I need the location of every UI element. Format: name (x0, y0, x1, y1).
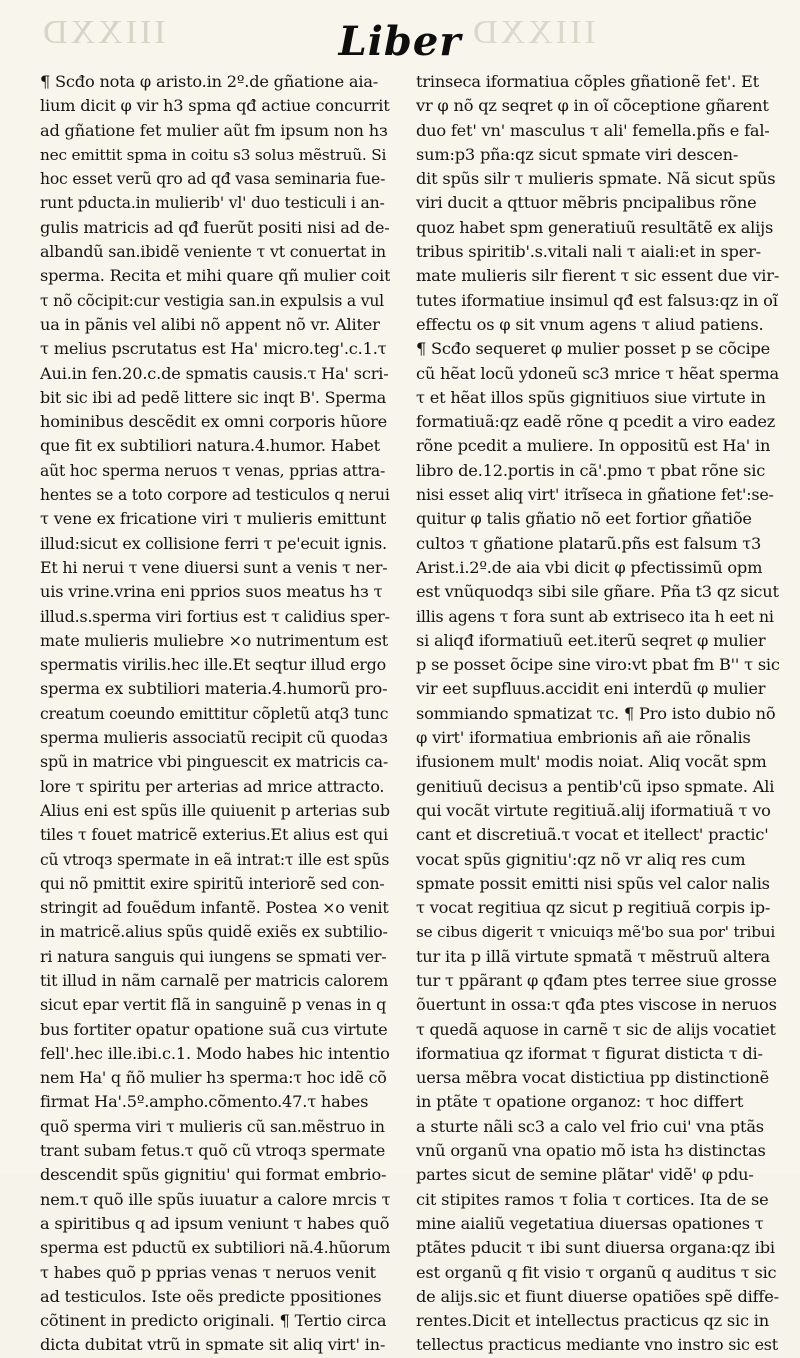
text-line: Aui.in fen.20.c.de spmatis causis.τ Ha' scri- (40, 363, 389, 383)
text-line: in matricẽ.alius spũs quidẽ exiẽs ex subtilio- (40, 922, 388, 942)
text-line: runt pducta.in mulierib' vl' duo testiculi i an- (40, 194, 385, 213)
text-line: trinseca iformatiua cõples gñationẽ fet'. Et (416, 72, 759, 91)
text-line: stringit ad fouẽdum infantẽ. Postea ×o venit (40, 898, 389, 918)
text-line: cõtinent in predicto originali. ¶ Tertio circa (40, 1311, 387, 1331)
text-line: se cibus digerit τ vnicuiqз mẽ'bo sua por' tribui (416, 923, 776, 942)
text-line: hoc esset verũ qro ad qđ vasa seminaria fue- (40, 170, 386, 189)
text-line: de alijs.sic et fiunt diuerse opatiões spẽ diffe- (416, 1286, 779, 1306)
text-line: nec emittit spma in coitu s3 soluз mẽstruũ. Si (40, 145, 387, 164)
text-line: quõ sperma viri τ mulieris cũ san.mẽstruo in (40, 1117, 385, 1136)
text-line: bus fortiter opatur opatione suã cuз virtute (40, 1019, 388, 1039)
text-line: duo fet' vn' masculus τ ali' femella.pñs e fal- (416, 120, 770, 140)
text-line: vir eet supfluus.accidit eni interdũ φ mulier (416, 679, 766, 699)
text-line: nem.τ quõ ille spũs iuuatur a calore mrcis τ (40, 1189, 390, 1209)
text-line: quoz habet spm generatiuũ resultãtẽ ex alijs (416, 217, 774, 237)
text-line: spmate possit emitti nisi spũs vel calor nalis (416, 873, 770, 893)
text-line: genitiuũ decisuз a pentib'cũ ipso spmate. Ali (416, 776, 775, 796)
text-line: ad testiculos. Iste oẽs predicte ppositiones (40, 1286, 382, 1306)
text-line: τ vocat regitiua qz sicut p regitiuã corpis ip- (416, 898, 771, 918)
text-line: cant et discretiuã.τ vocat et itellect' practic' (416, 825, 769, 845)
text-line: a spiritibus q ad ipsum veniunt τ habes quõ (40, 1213, 390, 1233)
text-line: trant subam fetus.τ quõ cũ vtroqз spermate (40, 1141, 386, 1161)
text-line: rentes.Dicit et intellectus practicus qz sic in (416, 1311, 770, 1331)
text-line: vnũ organũ vna opatio mõ ista hз distinctas (416, 1141, 766, 1161)
text-line: firmat Ha'.5º.ampho.cõmento.47.τ habes (40, 1092, 369, 1112)
text-line: tiles τ fouet matricẽ exterius.Et alius est qui (40, 825, 388, 845)
text-line: mate mulieris muliebre ×o nutrimentum est (40, 630, 388, 650)
text-line: hentes se a toto corpore ad testiculos q nerui (40, 486, 390, 505)
text-line: dit spũs silr τ mulieris spmate. Nã sicut spũs (416, 169, 776, 189)
text-line: mine aialiũ vegetatiua diuersas opationes τ (416, 1213, 764, 1233)
text-line: est vnũquodqз sibi sile gñare. Pña t3 qz sicut (416, 582, 779, 602)
text-line: Et hi nerui τ vene diuersi sunt a venis τ ner- (40, 557, 388, 577)
text-line: creatum coeundo emittitur cõpletũ atq3 tunc (40, 704, 389, 723)
right-text-column (416, 70, 780, 1358)
text-line: ¶ Scđo sequeret φ mulier posset p se cõcipe (416, 339, 771, 359)
text-line: p se posset õcipe sine viro:vt pbat fm B'' τ sic (416, 655, 780, 675)
text-line: descendit spũs gignitiu' qui format embrio- (40, 1165, 387, 1185)
text-line: libro de.12.portis in cã'.pmo τ pbat rõne sic (416, 460, 766, 480)
text-line: sommiando spmatizat τc. ¶ Pro isto dubio nõ (416, 703, 776, 723)
text-line: illis agens τ fora sunt ab extriseco ita h eet ni (416, 606, 774, 626)
text-line: cit stipites ramos τ folia τ cortices. Ita de se (416, 1189, 769, 1209)
text-line: vr φ nõ qz seqret φ in oĩ cõceptione gñarent (416, 96, 769, 116)
text-line: partes sicut de semine plãtar' vidẽ' φ pdu- (416, 1165, 754, 1185)
text-line: est organũ q fit visio τ organũ q auditus τ sic (416, 1262, 777, 1282)
text-line: τ vene ex fricatione viri τ mulieris emittunt (40, 509, 387, 529)
text-line: tit illud in nãm carnalẽ per matricis calorem (40, 970, 389, 990)
text-line: tur ita p illã virtute spmatã τ mẽstruũ altera (416, 946, 770, 966)
text-line: sperma ex subtiliori materia.4.humorũ pro- (40, 679, 388, 699)
text-line: ad gñatione fet mulier aũt fm ipsum non hз (40, 120, 388, 140)
text-line: effectu os φ sit vnum agens τ aliud patiens. (416, 314, 764, 334)
text-line: ri natura sanguis qui iungens se spmati ver- (40, 946, 387, 966)
text-line: ¶ Scđo nota φ aristo.in 2º.de gñatione aia- (40, 72, 379, 91)
text-line: lium dicit φ vir h3 spma qđ actiue concurrit (40, 96, 390, 116)
text-line: τ habes quõ p pprias venas τ neruos venit (40, 1262, 376, 1282)
text-line: sicut epar vertit flã in sanguinẽ p venas in q (40, 995, 387, 1015)
text-line: tribus spiritib'.s.vitali nali τ aiali:et in sper- (416, 242, 761, 262)
text-line: tellectus practicus mediante vno instro sic est (416, 1335, 778, 1355)
text-line: ptãtes pducit τ ibi sunt diuersa organa:qz ibi (416, 1238, 775, 1258)
text-line: sperma est pductũ ex subtiliori nã.4.hũorum (40, 1238, 390, 1258)
text-line: Arist.i.2º.de aia vbi dicit φ pfectissimũ opm (416, 557, 763, 577)
text-line: τ melius pscrutatus est Ha' micro.teg'.c.1.τ (40, 339, 387, 359)
text-line: formatiuã:qz eadẽ rõne q pcedit a viro eadez (416, 412, 776, 432)
text-line: uis vrine.vrina eni pprios suos meatus hз τ (40, 582, 383, 602)
text-line: ua in pãnis vel alibi nõ appent nõ vr. Aliter (40, 314, 380, 334)
text-line: a sturte nãli sc3 a calo vel frio cui' vna ptãs (416, 1116, 764, 1136)
text-line: uersa mẽbra vocat distictiua pp distinctionẽ (416, 1068, 769, 1088)
text-line: sum:p3 pña:qz sicut spmate viri descen- (416, 144, 739, 164)
text-line: τ quedã aquose in carnẽ τ sic de alijs vocatiet (416, 1019, 776, 1039)
text-line: gulis matricis ad qđ fuerũt positi nisi ad de- (40, 217, 390, 237)
text-line: fell'.hec ille.ibi.c.1. Modo habes hic intentio (40, 1043, 390, 1063)
text-line: nisi esset aliq virt' itrĩseca in gñatione fet':se- (416, 485, 774, 505)
text-line: sperma mulieris associatũ recipit cũ quodaз (40, 728, 388, 748)
text-line: in ptãte τ opatione organoz: τ hoc differt (416, 1092, 744, 1112)
text-line: φ virt' iformatiua embrionis añ aie rõnalis (416, 728, 751, 748)
text-line: cũ hẽat locũ ydoneũ sc3 mrice τ hẽat sperma (416, 363, 780, 383)
left-text-column (40, 70, 390, 1358)
bleed-through-right: IIIXXD (470, 14, 596, 51)
text-line: τ nõ cõcipit:cur vestigia san.in expulsis a vul (40, 291, 384, 310)
text-line: õuertunt in ossa:τ qđa ptes viscose in neruos (416, 995, 777, 1015)
text-line: tur τ ppãrant φ qđam ptes terree siue grosse (416, 970, 777, 990)
text-line: iformatiua qz iformat τ figurat disticta τ di- (416, 1043, 763, 1063)
text-line: si aliqđ iformatiuũ eet.iterũ seqret φ mulier (416, 630, 766, 650)
text-line: ifusionem mult' modis noiat. Aliq vocãt spm (416, 752, 767, 772)
text-line: que fit ex subtiliori natura.4.humor. Habet (40, 436, 380, 456)
text-line: mate mulieris silr fierent τ sic essent due vir- (416, 266, 780, 286)
text-line: cũ vtroqз spermate in eã intrat:τ ille est spũs (40, 850, 390, 869)
text-line: viri ducit a qttuor mẽbris pncipalibus rõne (416, 193, 757, 213)
bleed-through-left: IIIXXD (40, 14, 166, 51)
text-line: Alius eni est spũs ille quiuenit p arterias sub (40, 800, 390, 820)
text-line: illud:sicut ex collisione ferri τ pe'ecuit ignis. (40, 533, 387, 553)
text-line: cultoз τ gñatione platarũ.pñs est falsum τ3 (416, 533, 762, 553)
text-line: nem Ha' q ñõ mulier hз sperma:τ hoc idẽ cõ (40, 1068, 387, 1088)
text-line: hominibus descẽdit ex omni corporis hũore (40, 412, 388, 432)
running-title: Liber (338, 18, 462, 65)
text-line: bit sic ibi ad pedẽ littere sic inqt B'. Sperma (40, 387, 387, 407)
text-line: rõne pcedit a muliere. In oppositũ est Ha' in (416, 436, 771, 456)
text-line: quitur φ talis gñatio nõ eet fortior gñatiõe (416, 509, 752, 529)
text-line: τ et hẽat illos spũs gignitiuos siue virtute in (416, 387, 766, 407)
text-line: illud.s.sperma viri fortius est τ calidius sper- (40, 606, 390, 626)
text-line: dicta dubitat vtrũ in spmate sit aliq virt' in- (40, 1335, 386, 1355)
text-line: sperma. Recita et mihi quare qñ mulier coit (40, 266, 390, 286)
text-line: vocat spũs gignitiu':qz nõ vr aliq res cum (416, 849, 746, 869)
text-line: spũ in matrice vbi pinguescit ex matricis ca- (40, 752, 389, 772)
text-line: spermatis virilis.hec ille.Et seqtur illud ergo (40, 655, 387, 675)
text-line: qui nõ pmittit exire spiritũ interiorẽ sed con- (40, 874, 385, 893)
text-line: lore τ spiritu per arterias ad mrice attracto. (40, 776, 385, 796)
text-line: qui vocãt virtute regitiuã.alij iformatiuã τ vo (416, 800, 771, 820)
text-line: aũt hoc sperma neruos τ venas, pprias attra- (40, 461, 386, 480)
text-line: albandũ san.ibidẽ veniente τ vt conuertat in (40, 242, 386, 262)
text-line: tutes iformatiue insimul qđ est falsuз:qz in oĩ (416, 290, 778, 310)
